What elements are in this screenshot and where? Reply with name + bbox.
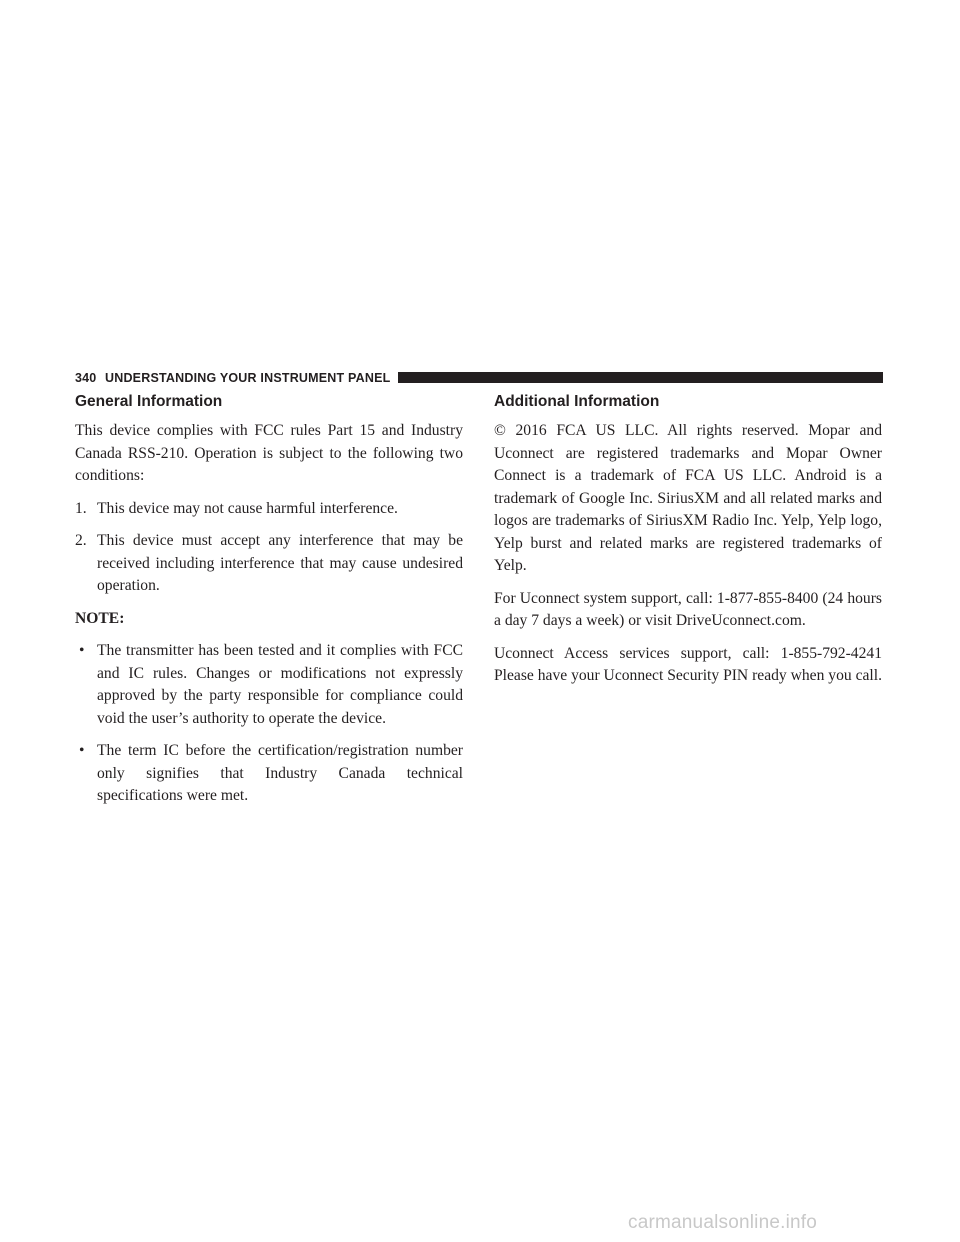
item-number: 2. [75,532,87,549]
bullet-item-2 [75,740,463,808]
watermark: carmanualsonline.info [628,1212,818,1233]
system-support-paragraph: For Uconnect system support, call: 1-877-855-8400 (24 hours a day 7 days a week) or visit DriveUconnect.com. [494,589,882,629]
right-column [494,392,882,698]
copyright-paragraph: © 2016 FCA US LLC. All rights reserved. Mopar and Uconnect are registered trademarks and Mopar Owner Connect is a trademark of FCA US LLC. Android is a trademark of Google Inc. SiriusXM and all related marks and logos are trademarks of SiriusXM Radio Inc. Yelp, Yelp logo, Yelp burst and related marks are registered trademarks of Yelp. [494,422,882,574]
left-column [75,392,463,818]
numbered-item-2 [75,530,463,598]
section-title: UNDERSTANDING YOUR INSTRUMENT PANEL [105,371,391,385]
note-label: NOTE: [75,609,125,627]
general-information-heading: General Information [75,393,223,410]
page-header [75,371,883,385]
bullet-text: The transmitter has been tested and it complies with FCC and IC rules. Changes or modifications not expressly approved by the party responsible for compliance could void the user’s authority to operate the device. [97,642,463,727]
additional-information-heading: Additional Information [494,393,660,410]
page-number: 340 [75,371,97,385]
access-support-paragraph: Uconnect Access services support, call: 1-855-792-4241 Please have your Uconnect Security PIN ready when you call. [494,644,882,684]
item-number: 1. [75,499,87,517]
bullet-text: The term IC before the certification/registration number only signifies that Industry Canada technical specifications were met. [97,742,463,804]
item-text: This device may not cause harmful interference. [97,499,398,517]
bullet-icon: • [79,742,85,759]
item-text: This device must accept any interference that may be received including interference that may cause undesired operation. [97,532,463,594]
bullet-item-1 [75,640,463,730]
intro-paragraph: This device complies with FCC rules Part 15 and Industry Canada RSS-210. Operation is subject to the following two conditions: [75,422,463,484]
header-rule [398,372,883,383]
bullet-icon: • [79,642,85,659]
numbered-item-1 [75,498,463,521]
